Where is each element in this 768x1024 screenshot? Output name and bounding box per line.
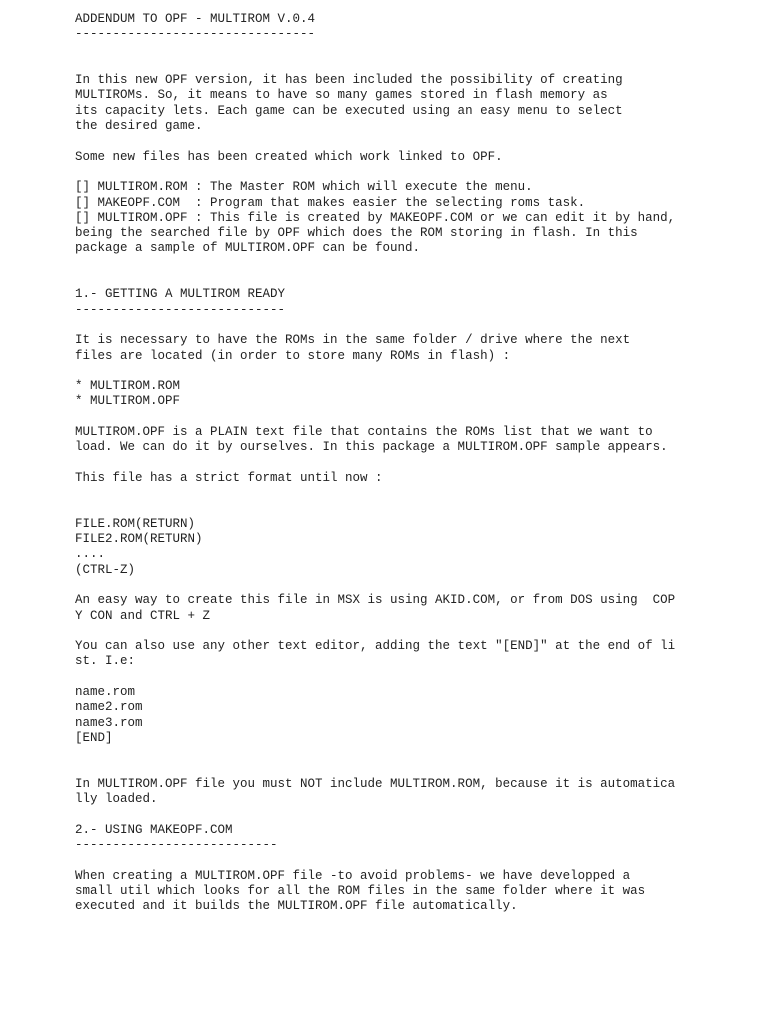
end-format-example-line: name.rom: [75, 685, 136, 700]
format-example-line: FILE2.ROM(RETURN): [75, 532, 203, 547]
blank-line: [75, 746, 755, 761]
blank-line: [75, 134, 755, 149]
intro-paragraph-line: the desired game.: [75, 119, 203, 134]
new-files-line: Some new files has been created which work linked to OPF.: [75, 149, 503, 164]
required-file-item: * MULTIROM.ROM: [75, 379, 181, 394]
plain-text-paragraph-line: load. We can do it by ourselves. In this package a MULTIROM.OPF sample appears.: [75, 440, 668, 455]
section-2-paragraph-line: When creating a MULTIROM.OPF file -to avoid problems- we have developped a: [75, 868, 631, 883]
intro-paragraph-line: MULTIROMs. So, it means to have so many games stored in flash memory as: [75, 88, 608, 103]
blank-line: [75, 456, 755, 471]
section-2-underline: ---------------------------: [75, 838, 278, 853]
format-example-line: ....: [75, 547, 106, 562]
file-list-continuation: being the searched file by OPF which does the ROM storing in flash. In this: [75, 226, 638, 241]
blank-line: [75, 165, 755, 180]
blank-line: [75, 318, 755, 333]
plain-text-paragraph-line: MULTIROM.OPF is a PLAIN text file that contains the ROMs list that we want to: [75, 425, 653, 440]
blank-line: [75, 272, 755, 287]
blank-line: [75, 670, 755, 685]
blank-line: [75, 257, 755, 272]
blank-line: [75, 762, 755, 777]
title-underline: --------------------------------: [75, 27, 316, 42]
blank-line: [75, 807, 755, 822]
section-1-heading: 1.- GETTING A MULTIROM READY: [75, 287, 286, 302]
section-2-paragraph-line: small util which looks for all the ROM files in the same folder where it was: [75, 883, 646, 898]
blank-line: [75, 364, 755, 379]
format-intro-line: This file has a strict format until now :: [75, 470, 383, 485]
section-1-paragraph-line: files are located (in order to store many ROMs in flash) :: [75, 348, 511, 363]
blank-line: [75, 410, 755, 425]
required-file-item: * MULTIROM.OPF: [75, 394, 181, 409]
blank-line: [75, 624, 755, 639]
end-format-example-line: [END]: [75, 730, 113, 745]
warning-paragraph-line: lly loaded.: [75, 792, 158, 807]
format-example-line: (CTRL-Z): [75, 562, 136, 577]
section-2-paragraph-line: executed and it builds the MULTIROM.OPF file automatically.: [75, 899, 518, 914]
blank-line: [75, 43, 755, 58]
format-example-line: FILE.ROM(RETURN): [75, 516, 196, 531]
end-format-example-line: name3.rom: [75, 715, 143, 730]
text-editor-paragraph-line: You can also use any other text editor, adding the text "[END]" at the end of li: [75, 639, 676, 654]
section-2-heading: 2.- USING MAKEOPF.COM: [75, 822, 233, 837]
blank-line: [75, 486, 755, 501]
intro-paragraph-line: In this new OPF version, it has been included the possibility of creating: [75, 73, 623, 88]
document-body: [75, 12, 755, 915]
easy-way-paragraph-line: An easy way to create this file in MSX is using AKID.COM, or from DOS using COP: [75, 593, 676, 608]
file-list-item: [] MULTIROM.OPF : This file is created by MAKEOPF.COM or we can edit it by hand,: [75, 210, 676, 225]
blank-line: [75, 502, 755, 517]
section-1-paragraph-line: It is necessary to have the ROMs in the same folder / drive where the next: [75, 333, 631, 348]
doc-title: ADDENDUM TO OPF - MULTIROM V.0.4: [75, 12, 316, 26]
blank-line: [75, 58, 755, 73]
text-editor-paragraph-line: st. I.e:: [75, 654, 136, 669]
file-list-continuation: package a sample of MULTIROM.OPF can be found.: [75, 241, 421, 256]
blank-line: [75, 578, 755, 593]
blank-line: [75, 853, 755, 868]
end-format-example-line: name2.rom: [75, 700, 143, 715]
warning-paragraph-line: In MULTIROM.OPF file you must NOT include MULTIROM.ROM, because it is automatica: [75, 776, 676, 791]
file-list-item: [] MULTIROM.ROM : The Master ROM which will execute the menu.: [75, 180, 533, 195]
intro-paragraph-line: its capacity lets. Each game can be executed using an easy menu to select: [75, 103, 623, 118]
easy-way-paragraph-line: Y CON and CTRL + Z: [75, 608, 211, 623]
file-list-item: [] MAKEOPF.COM : Program that makes easier the selecting roms task.: [75, 195, 586, 210]
section-1-underline: ----------------------------: [75, 302, 286, 317]
